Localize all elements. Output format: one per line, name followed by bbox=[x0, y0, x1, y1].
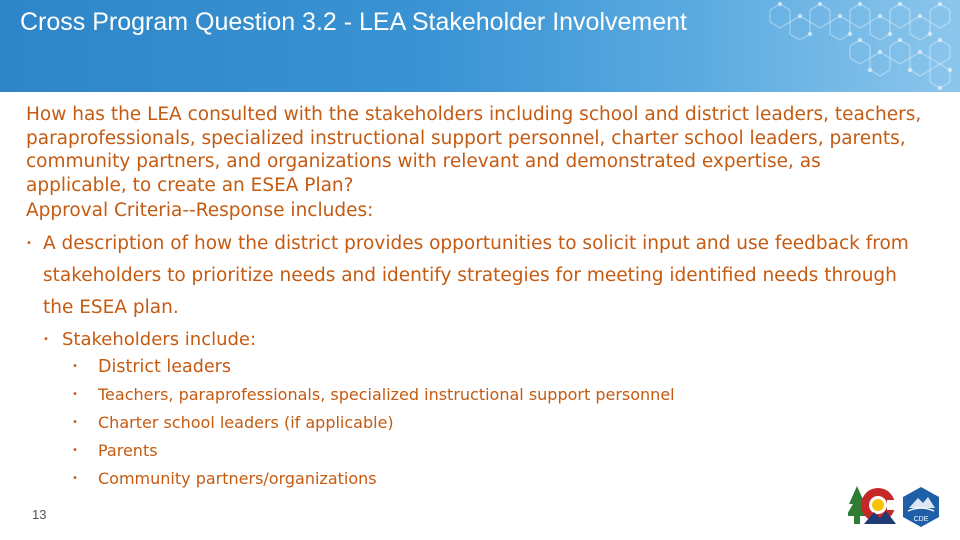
criteria-heading: Approval Criteria--Response includes: bbox=[26, 200, 374, 221]
stakeholder-district-leaders: District leaders bbox=[98, 357, 231, 377]
stakeholder-charter-leaders: Charter school leaders (if applicable) bbox=[98, 413, 394, 432]
list-item bbox=[62, 353, 926, 381]
slide-title: Cross Program Question 3.2 - LEA Stakeholder Involvement bbox=[20, 8, 687, 36]
cde-logo-text: CDE bbox=[913, 516, 929, 523]
bullet: • bbox=[26, 238, 32, 249]
cde-logo-icon bbox=[900, 486, 942, 528]
stakeholder-parents: Parents bbox=[98, 441, 158, 460]
list-item bbox=[62, 437, 926, 465]
list-item bbox=[62, 381, 926, 409]
title-bar bbox=[0, 0, 960, 92]
stakeholders-heading-item bbox=[43, 326, 926, 353]
bullet: • bbox=[72, 473, 78, 484]
bullet: • bbox=[72, 445, 78, 456]
list-item bbox=[62, 409, 926, 437]
colorado-logo-icon bbox=[848, 484, 898, 526]
criterion-item bbox=[26, 228, 926, 324]
criterion-text: A description of how the district provides opportunities to solicit input and use feedback from stakeholders to prioritize needs and identify strategies for meeting identified needs through the ESEA plan. bbox=[43, 233, 909, 318]
question-text: How has the LEA consulted with the stakeholders including school and district leaders, teachers, paraprofessionals, specialized instructional support personnel, charter school leaders, parents, community partners, and organizations with relevant and demonstrated expertise, as applicable, to create an ESEA Plan? bbox=[26, 104, 922, 196]
bullet: • bbox=[43, 334, 49, 345]
list-item bbox=[62, 465, 926, 493]
stakeholder-community: Community partners/organizations bbox=[98, 469, 377, 488]
stakeholder-teachers: Teachers, paraprofessionals, specialized instructional support personnel bbox=[98, 385, 675, 404]
slide-body bbox=[26, 103, 926, 493]
bullet: • bbox=[72, 389, 78, 400]
bullet: • bbox=[72, 361, 78, 372]
page-number: 13 bbox=[32, 507, 47, 522]
bullet: • bbox=[72, 417, 78, 428]
stakeholders-heading: Stakeholders include: bbox=[62, 329, 257, 350]
